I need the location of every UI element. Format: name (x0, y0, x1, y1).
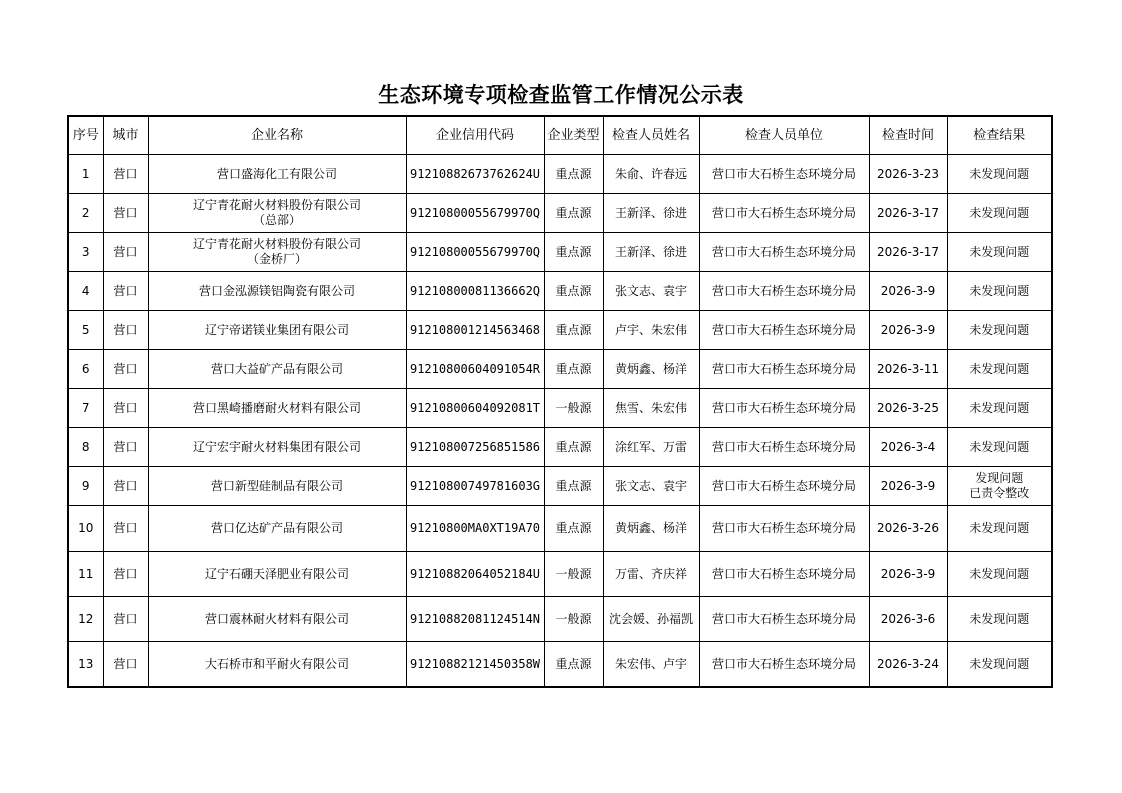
cell-credit-code: 91210800055679970Q (406, 194, 544, 233)
cell-credit-code: 912108001214563468 (406, 311, 544, 350)
table-row (68, 467, 1052, 506)
cell-inspection-date: 2026-3-24 (869, 642, 947, 688)
cell-no: 3 (68, 233, 103, 272)
cell-credit-code: 91210882064052184U (406, 552, 544, 597)
cell-inspectors: 万雷、齐庆祥 (603, 552, 699, 597)
cell-credit-code: 91210882121450358W (406, 642, 544, 688)
cell-credit-code: 91210800055679970Q (406, 233, 544, 272)
cell-company-name-line: 营口金泓源镁铝陶瓷有限公司 (198, 283, 355, 298)
cell-inspection-result-line: 未发现问题 (969, 611, 1030, 626)
header-cell-company-name: 企业名称 (148, 116, 406, 155)
cell-no: 13 (68, 642, 103, 688)
cell-inspection-result-line: 未发现问题 (969, 166, 1030, 181)
cell-company-name-line: 辽宁宏宇耐火材料集团有限公司 (192, 439, 361, 454)
cell-city: 营口 (103, 155, 148, 194)
table-row (68, 311, 1052, 350)
cell-no: 1 (68, 155, 103, 194)
cell-credit-code: 91210800MA0XT19A70 (406, 506, 544, 552)
cell-inspection-result-line: 未发现问题 (969, 244, 1030, 259)
cell-credit-code: 91210800604092081T (406, 389, 544, 428)
cell-company-name-line: 营口新型硅制品有限公司 (210, 478, 343, 493)
cell-no: 11 (68, 552, 103, 597)
cell-no: 6 (68, 350, 103, 389)
cell-inspectors: 黄炳鑫、杨洋 (603, 506, 699, 552)
cell-inspector-unit: 营口市大石桥生态环境分局 (699, 389, 869, 428)
table-row (68, 506, 1052, 552)
cell-inspection-result (947, 350, 1052, 389)
cell-inspection-result (947, 552, 1052, 597)
cell-inspection-date: 2026-3-17 (869, 233, 947, 272)
cell-credit-code: 912108007256851586 (406, 428, 544, 467)
header-cell-city: 城市 (103, 116, 148, 155)
cell-inspector-unit: 营口市大石桥生态环境分局 (699, 506, 869, 552)
cell-inspection-result-line: 未发现问题 (969, 322, 1030, 337)
cell-company-type: 重点源 (544, 311, 603, 350)
cell-no: 2 (68, 194, 103, 233)
cell-inspection-date: 2026-3-23 (869, 155, 947, 194)
cell-inspection-date: 2026-3-9 (869, 467, 947, 506)
cell-inspectors: 涂红军、万雷 (603, 428, 699, 467)
cell-inspector-unit: 营口市大石桥生态环境分局 (699, 350, 869, 389)
cell-credit-code: 91210800604091054R (406, 350, 544, 389)
cell-company-name-line: 大石桥市和平耐火有限公司 (204, 656, 349, 671)
cell-inspection-date: 2026-3-17 (869, 194, 947, 233)
cell-inspection-date: 2026-3-4 (869, 428, 947, 467)
cell-credit-code: 91210800081136662Q (406, 272, 544, 311)
cell-company-name (148, 194, 406, 233)
cell-company-type: 重点源 (544, 642, 603, 688)
cell-company-name-line: 营口盛海化工有限公司 (216, 166, 337, 181)
cell-inspection-result-line: 未发现问题 (969, 205, 1030, 220)
cell-inspection-result (947, 467, 1052, 506)
cell-no: 4 (68, 272, 103, 311)
cell-company-type: 重点源 (544, 155, 603, 194)
cell-inspection-date: 2026-3-9 (869, 311, 947, 350)
cell-company-type: 重点源 (544, 467, 603, 506)
table-row (68, 642, 1052, 688)
cell-company-type: 重点源 (544, 194, 603, 233)
cell-inspectors: 朱宏伟、卢宇 (603, 642, 699, 688)
cell-inspectors: 张文志、袁宇 (603, 272, 699, 311)
cell-no: 7 (68, 389, 103, 428)
table-body (68, 155, 1052, 688)
cell-inspection-result (947, 389, 1052, 428)
cell-company-name-line: 辽宁青花耐火材料股份有限公司 (192, 198, 361, 212)
cell-company-name-line: 辽宁帝诺镁业集团有限公司 (204, 322, 349, 337)
cell-company-type: 重点源 (544, 506, 603, 552)
cell-inspectors: 张文志、袁宇 (603, 467, 699, 506)
header-cell-credit-code: 企业信用代码 (406, 116, 544, 155)
cell-company-type: 重点源 (544, 350, 603, 389)
cell-city: 营口 (103, 389, 148, 428)
cell-city: 营口 (103, 350, 148, 389)
cell-company-name (148, 233, 406, 272)
cell-inspectors: 朱俞、许春远 (603, 155, 699, 194)
cell-inspection-date: 2026-3-25 (869, 389, 947, 428)
cell-company-name-line: 营口震林耐火材料有限公司 (204, 611, 349, 626)
cell-inspection-result (947, 428, 1052, 467)
cell-company-type: 重点源 (544, 428, 603, 467)
cell-city: 营口 (103, 506, 148, 552)
cell-inspection-date: 2026-3-9 (869, 272, 947, 311)
header-row (68, 116, 1052, 155)
cell-inspection-date: 2026-3-6 (869, 597, 947, 642)
header-cell-company-type: 企业类型 (544, 116, 603, 155)
table-row (68, 272, 1052, 311)
cell-company-name-line: 营口亿达矿产品有限公司 (210, 521, 343, 535)
cell-city: 营口 (103, 233, 148, 272)
cell-credit-code: 91210800749781603G (406, 467, 544, 506)
cell-inspector-unit: 营口市大石桥生态环境分局 (699, 272, 869, 311)
cell-inspectors: 王新泽、徐进 (603, 194, 699, 233)
cell-company-name-line: 营口黑崎播磨耐火材料有限公司 (192, 400, 361, 415)
cell-inspectors: 王新泽、徐进 (603, 233, 699, 272)
cell-company-name (148, 642, 406, 688)
cell-inspection-result (947, 506, 1052, 552)
cell-inspection-date: 2026-3-11 (869, 350, 947, 389)
cell-company-name (148, 467, 406, 506)
cell-no: 8 (68, 428, 103, 467)
page-title: 生态环境专项检查监管工作情况公示表 (378, 83, 744, 107)
cell-inspection-result-line: 未发现问题 (969, 656, 1030, 671)
cell-city: 营口 (103, 642, 148, 688)
cell-inspector-unit: 营口市大石桥生态环境分局 (699, 552, 869, 597)
cell-inspection-result (947, 194, 1052, 233)
cell-company-name (148, 552, 406, 597)
cell-inspection-result-line: 未发现问题 (969, 400, 1030, 415)
cell-company-name-line: 辽宁青花耐火材料股份有限公司 (192, 237, 361, 251)
cell-city: 营口 (103, 552, 148, 597)
table-header (68, 116, 1052, 155)
cell-credit-code: 91210882673762624U (406, 155, 544, 194)
cell-inspection-result-line: 未发现问题 (969, 566, 1030, 581)
cell-inspector-unit: 营口市大石桥生态环境分局 (699, 194, 869, 233)
cell-inspection-result (947, 272, 1052, 311)
cell-city: 营口 (103, 428, 148, 467)
cell-inspector-unit: 营口市大石桥生态环境分局 (699, 642, 869, 688)
cell-credit-code: 91210882081124514N (406, 597, 544, 642)
cell-company-type: 重点源 (544, 272, 603, 311)
cell-inspector-unit: 营口市大石桥生态环境分局 (699, 155, 869, 194)
cell-company-name-line: 辽宁石硼天泽肥业有限公司 (204, 566, 349, 581)
cell-company-type: 一般源 (544, 552, 603, 597)
table-row (68, 194, 1052, 233)
cell-no: 5 (68, 311, 103, 350)
cell-inspector-unit: 营口市大石桥生态环境分局 (699, 311, 869, 350)
header-cell-inspection-result: 检查结果 (947, 116, 1052, 155)
table-row (68, 428, 1052, 467)
cell-company-name (148, 350, 406, 389)
cell-company-name (148, 389, 406, 428)
cell-company-name-line: （总部） (252, 213, 301, 227)
cell-inspection-date: 2026-3-9 (869, 552, 947, 597)
cell-inspectors: 沈会媛、孙福凯 (603, 597, 699, 642)
cell-company-name (148, 506, 406, 552)
cell-city: 营口 (103, 311, 148, 350)
cell-inspection-result (947, 642, 1052, 688)
table-row (68, 233, 1052, 272)
cell-company-type: 一般源 (544, 597, 603, 642)
cell-inspectors: 焦雪、朱宏伟 (603, 389, 699, 428)
cell-company-name-line: （金桥厂） (246, 252, 307, 266)
table-row (68, 597, 1052, 642)
header-cell-inspection-date: 检查时间 (869, 116, 947, 155)
cell-inspection-result-line: 发现问题 (975, 471, 1024, 485)
table-row (68, 155, 1052, 194)
inspection-table (67, 115, 1053, 688)
cell-inspection-result (947, 233, 1052, 272)
cell-company-name (148, 272, 406, 311)
cell-inspector-unit: 营口市大石桥生态环境分局 (699, 467, 869, 506)
cell-inspection-result (947, 311, 1052, 350)
cell-company-type: 重点源 (544, 233, 603, 272)
header-cell-no: 序号 (68, 116, 103, 155)
header-cell-inspectors: 检查人员姓名 (603, 116, 699, 155)
cell-city: 营口 (103, 467, 148, 506)
header-cell-inspector-unit: 检查人员单位 (699, 116, 869, 155)
cell-city: 营口 (103, 194, 148, 233)
cell-company-type: 一般源 (544, 389, 603, 428)
cell-inspection-result-line: 未发现问题 (969, 521, 1030, 535)
cell-company-name-line: 营口大益矿产品有限公司 (210, 361, 343, 376)
cell-no: 9 (68, 467, 103, 506)
cell-company-name (148, 155, 406, 194)
cell-company-name (148, 597, 406, 642)
cell-inspector-unit: 营口市大石桥生态环境分局 (699, 428, 869, 467)
cell-inspector-unit: 营口市大石桥生态环境分局 (699, 597, 869, 642)
table-row (68, 552, 1052, 597)
cell-inspection-date: 2026-3-26 (869, 506, 947, 552)
cell-inspection-result (947, 155, 1052, 194)
cell-inspector-unit: 营口市大石桥生态环境分局 (699, 233, 869, 272)
cell-inspection-result-line: 未发现问题 (969, 439, 1030, 454)
cell-company-name (148, 311, 406, 350)
cell-no: 12 (68, 597, 103, 642)
table-row (68, 350, 1052, 389)
cell-inspection-result-line: 未发现问题 (969, 283, 1030, 298)
cell-inspection-result-line: 已责令整改 (969, 486, 1030, 500)
cell-inspection-result (947, 597, 1052, 642)
cell-inspection-result-line: 未发现问题 (969, 361, 1030, 376)
cell-no: 10 (68, 506, 103, 552)
cell-inspectors: 卢宇、朱宏伟 (603, 311, 699, 350)
cell-company-name (148, 428, 406, 467)
cell-inspectors: 黄炳鑫、杨洋 (603, 350, 699, 389)
cell-city: 营口 (103, 597, 148, 642)
table-row (68, 389, 1052, 428)
cell-city: 营口 (103, 272, 148, 311)
